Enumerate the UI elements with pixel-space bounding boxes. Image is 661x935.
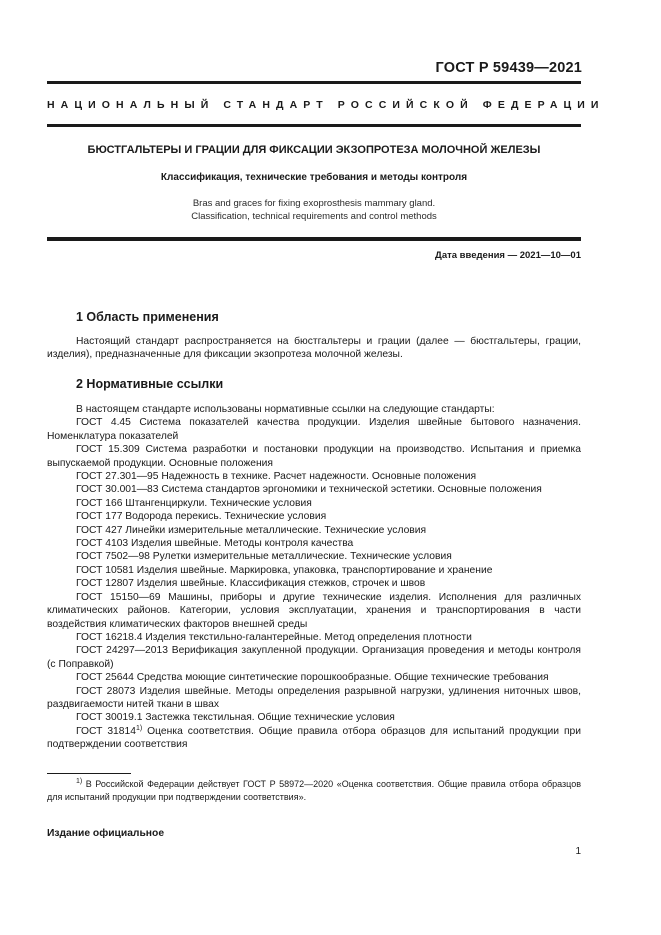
reference-item: ГОСТ 15150—69 Машины, приборы и другие технические изделия. Исполнения для различных климатических районов. Категории, условия эксплуатации, хранения и транспортирования в части воздействия климатических факторов внешней среды (47, 591, 581, 630)
reference-item: ГОСТ 12807 Изделия швейные. Классификация стежков, строчек и швов (76, 578, 426, 590)
footnote (47, 778, 581, 803)
footnote-marker: 1) (135, 724, 143, 732)
reference-item: ГОСТ 30.001—83 Система стандартов эргономики и технической эстетики. Основные положения (76, 484, 542, 496)
section-1-heading: 1 Область применения (76, 310, 219, 324)
reference-item: ГОСТ 177 Водорода перекись. Технические условия (76, 511, 327, 523)
reference-item: ГОСТ 7502—98 Рулетки измерительные металлические. Технические условия (76, 551, 452, 563)
reference-item: ГОСТ 166 Штангенциркули. Технические условия (76, 497, 312, 509)
national-standard-banner: НАЦИОНАЛЬНЫЙ СТАНДАРТ РОССИЙСКОЙ ФЕДЕРАЦИИ (47, 99, 605, 111)
reference-item: ГОСТ 4.45 Система показателей качества продукции. Изделия швейные бытового назначения. Номенклатура показателей (47, 417, 581, 442)
english-title-line-2: Classification, technical requirements and control methods (191, 211, 437, 222)
reference-item-with-footnote (47, 725, 581, 752)
page-number: 1 (575, 846, 581, 857)
reference-item: ГОСТ 30019.1 Застежка текстильная. Общие технические условия (76, 712, 395, 724)
document-subtitle: Классификация, технические требования и методы контроля (160, 172, 468, 183)
footnote-text: В Российской Федерации действует ГОСТ Р 58972—2020 «Оценка соответствия. Общие правила отбора образцов для испытаний продукции при подтверждении соответствия». (47, 779, 581, 802)
banner-rule (47, 124, 581, 127)
reference-item: ГОСТ 24297—2013 Верификация закупленной продукции. Организация проведения и методы контроля (с Поправкой) (47, 645, 581, 670)
standard-code: ГОСТ Р 59439—2021 (435, 60, 582, 76)
title-rule (47, 237, 581, 241)
reference-item: ГОСТ 16218.4 Изделия текстильно-галантерейные. Метод определения плотности (76, 631, 472, 643)
section-2-heading: 2 Нормативные ссылки (76, 377, 224, 391)
introduction-date: Дата введения — 2021—10—01 (435, 250, 581, 261)
footnote-separator (47, 773, 131, 774)
footnote-number: 1) (76, 778, 83, 785)
official-edition-label: Издание официальное (47, 828, 165, 839)
reference-item: ГОСТ 25644 Средства моющие синтетические порошкообразные. Общие технические требования (76, 672, 549, 684)
english-title (47, 197, 581, 223)
reference-code: ГОСТ 31814 (76, 725, 136, 737)
reference-item: ГОСТ 427 Линейки измерительные металлические. Технические условия (76, 524, 427, 536)
top-rule (47, 81, 581, 84)
section-2-intro: В настоящем стандарте использованы нормативные ссылки на следующие стандарты: (76, 404, 495, 415)
reference-item: ГОСТ 10581 Изделия швейные. Маркировка, упаковка, транспортирование и хранение (76, 564, 493, 576)
english-title-line-1: Bras and graces for fixing exoprosthesis mammary gland. (192, 198, 436, 209)
reference-text: Оценка соответствия. Общие правила отбора образцов для испытаний продукции при подтверждении соответствия (47, 725, 582, 751)
reference-item: ГОСТ 15.309 Система разработки и постановки продукции на производство. Испытания и приемка выпускаемой продукции. Основные положения (47, 444, 581, 469)
section-2-body (47, 403, 581, 752)
reference-item: ГОСТ 28073 Изделия швейные. Методы определения разрывной нагрузки, удлинения ниточных швов, раздвигаемости нитей ткани в швах (47, 685, 581, 710)
document-title: БЮСТГАЛЬТЕРЫ И ГРАЦИИ ДЛЯ ФИКСАЦИИ ЭКЗОПРОТЕЗА МОЛОЧНОЙ ЖЕЛЕЗЫ (87, 144, 541, 156)
reference-item: ГОСТ 27.301—95 Надежность в технике. Расчет надежности. Основные положения (76, 471, 477, 483)
section-1-paragraph: Настоящий стандарт распространяется на бюстгальтеры и грации (далее — бюстгальтеры, грации, изделия), предназначенные для фиксации экзопротеза молочной железы. (47, 336, 581, 361)
reference-item: ГОСТ 4103 Изделия швейные. Методы контроля качества (76, 538, 354, 550)
section-1-body (47, 335, 581, 362)
